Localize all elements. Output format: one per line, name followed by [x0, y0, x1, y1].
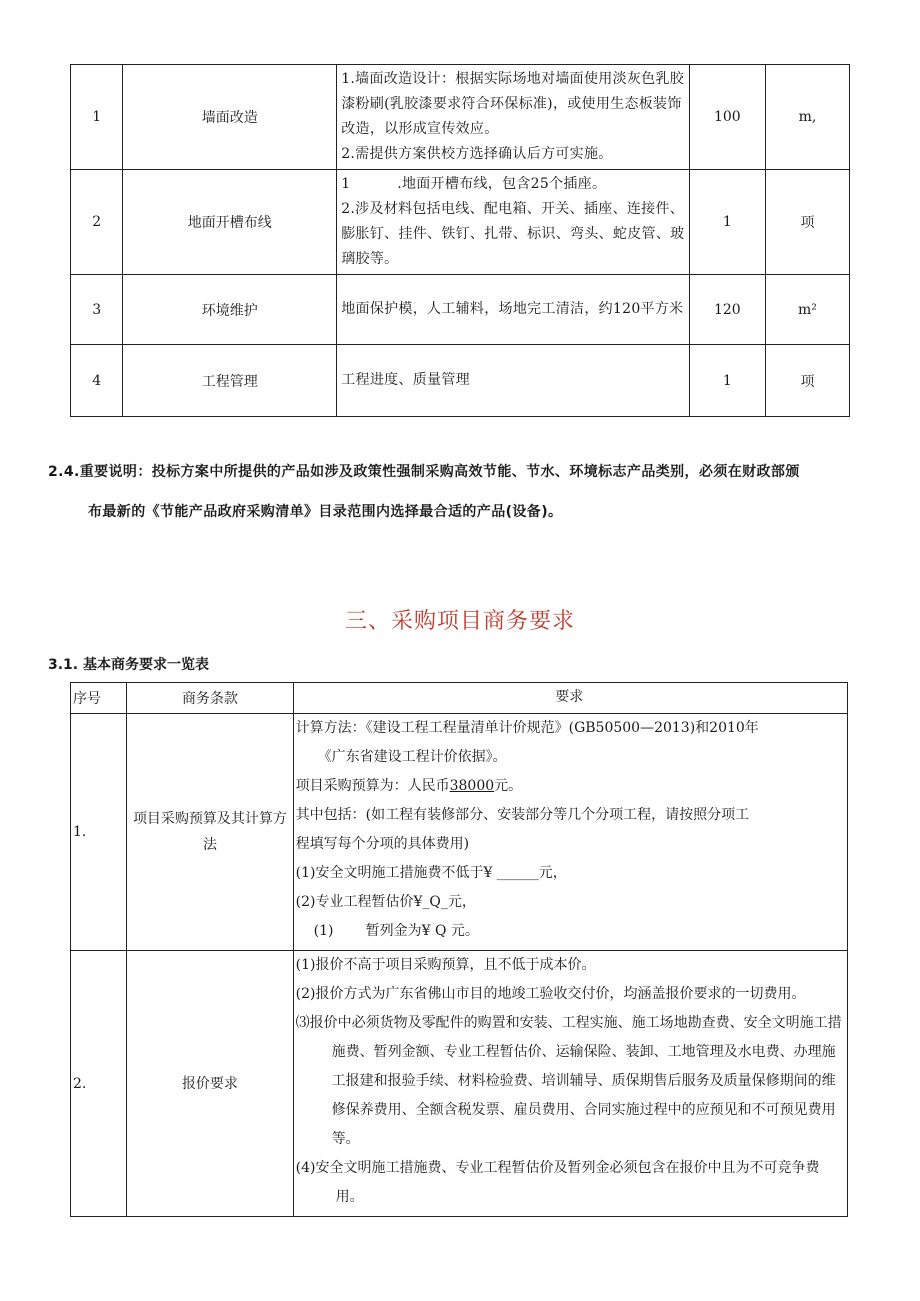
budget-suffix: 元。 — [494, 778, 523, 794]
cost-item-number: (1) — [313, 923, 334, 939]
sub-heading: 3.1. 基本商务要求一览表 — [48, 657, 209, 673]
budget-amount: 38000 — [449, 778, 495, 794]
requirement-item: (2)报价方式为广东省佛山市目的地竣工验收交付价，均涵盖报价要求的一切费用。 — [295, 986, 806, 1002]
item-name: 墙面改造 — [123, 65, 337, 170]
row-number: 1 — [71, 65, 123, 170]
term-name: 报价要求 — [127, 951, 293, 1217]
row-number: 4 — [71, 345, 123, 417]
item-unit: m² — [765, 275, 849, 345]
table-row — [71, 170, 850, 275]
description-line: 地面保护模，人工辅料，场地完工清洁，约120平方米 — [341, 301, 684, 317]
item-unit: 项 — [765, 345, 849, 417]
item-description — [337, 170, 690, 275]
item-quantity: 1 — [689, 170, 765, 275]
cost-item: (2)专业工程暂估价¥_Q_元， — [295, 894, 476, 910]
item-name: 地面开槽布线 — [123, 170, 337, 275]
table-row — [71, 275, 850, 345]
budget-prefix: 项目采购预算为：人民币 — [295, 778, 450, 794]
item-quantity: 120 — [689, 275, 765, 345]
business-requirements-table — [70, 682, 848, 1217]
requirement-cell — [293, 714, 847, 951]
item-unit: m, — [765, 65, 849, 170]
item-name: 工程管理 — [123, 345, 337, 417]
description-line: 2.涉及材料包括电线、配电箱、开关、插座、连接件、膨胀钉、挂件、铁钉、扎带、标识、弯头、蛇皮管、玻璃胶等。 — [341, 201, 685, 267]
description-text: .地面开槽布线，包含25个插座。 — [397, 176, 607, 192]
requirement-cell — [293, 951, 847, 1217]
requirement-item: (4)安全文明施工措施费、专业工程暂估价及暂列金必须包含在报价中且为不可竞争费用。 — [295, 1160, 820, 1205]
table-row — [71, 714, 848, 951]
requirement-item: ⑶报价中必须货物及零配件的购置和安装、工程实施、施工场地勘查费、安全文明施工措施费、暂列金额、专业工程暂估价、运输保险、装卸、工地管理及水电费、办理施工报建和报验手续、材料检验费、培训辅导、质保期售后服务及质量保修期间的维修保养费用、全额含税发票、雇员费用、合同实施过程中的应预见和不可预见费用等。 — [295, 1015, 842, 1147]
budget-line — [296, 772, 843, 801]
item-description — [337, 275, 690, 345]
table-row — [71, 345, 850, 417]
note-line-2: 布最新的《节能产品政府采购清单》目录范围内选择最合适的产品(设备)。 — [88, 504, 563, 520]
item-name: 环境维护 — [123, 275, 337, 345]
include-line: 其中包括：(如工程有装修部分、安装部分等几个分项工程，请按照分项工 — [295, 807, 750, 823]
header-term: 商务条款 — [127, 683, 293, 714]
description-line: 2.需提供方案供校方选择确认后方可实施。 — [341, 146, 613, 162]
item-description — [337, 345, 690, 417]
table-row — [71, 951, 848, 1217]
requirement-item: (1)报价不高于项目采购预算，且不低于成本价。 — [295, 957, 596, 973]
note-line-1: 2.4.重要说明：投标方案中所提供的产品如涉及政策性强制采购高效节能、节水、环境标志产品类别，必须在财政部颁 — [48, 464, 800, 480]
table-row — [71, 65, 850, 170]
row-number: 2. — [71, 951, 127, 1217]
cost-item: (1)安全文明施工措施费不低于¥ ______元， — [295, 865, 567, 881]
header-requirement: 要求 — [293, 683, 847, 714]
cost-item-text: 暂列金为¥ Q 元。 — [365, 923, 479, 939]
section-title: 三、采购项目商务要求 — [344, 609, 575, 634]
include-line: 程填写每个分项的具体费用) — [295, 836, 470, 852]
term-name: 项目采购预算及其计算方法 — [127, 714, 293, 951]
description-line: 1.墙面改造设计：根据实际场地对墙面使用淡灰色乳胶漆粉刷(乳胶漆要求符合环保标准)，或使用生态板装饰改造，以形成宣传效应。 — [341, 71, 685, 137]
description-line — [341, 172, 685, 197]
item-unit: 项 — [765, 170, 849, 275]
calc-method-line: 《广东省建设工程计价依据》。 — [317, 749, 507, 765]
works-table — [70, 64, 850, 417]
list-number: 1 — [341, 176, 351, 192]
table-header-row — [71, 683, 848, 714]
row-number: 2 — [71, 170, 123, 275]
row-number: 3 — [71, 275, 123, 345]
item-description — [337, 65, 690, 170]
item-quantity: 1 — [689, 345, 765, 417]
important-note — [48, 452, 868, 532]
cost-item — [296, 917, 843, 946]
description-line: 工程进度、质量管理 — [341, 372, 470, 388]
item-quantity: 100 — [689, 65, 765, 170]
calc-method-line: 计算方法：《建设工程工程量清单计价规范》(GB50500—2013)和2010年 — [295, 720, 759, 736]
header-number: 序号 — [71, 683, 127, 714]
row-number: 1. — [71, 714, 127, 951]
